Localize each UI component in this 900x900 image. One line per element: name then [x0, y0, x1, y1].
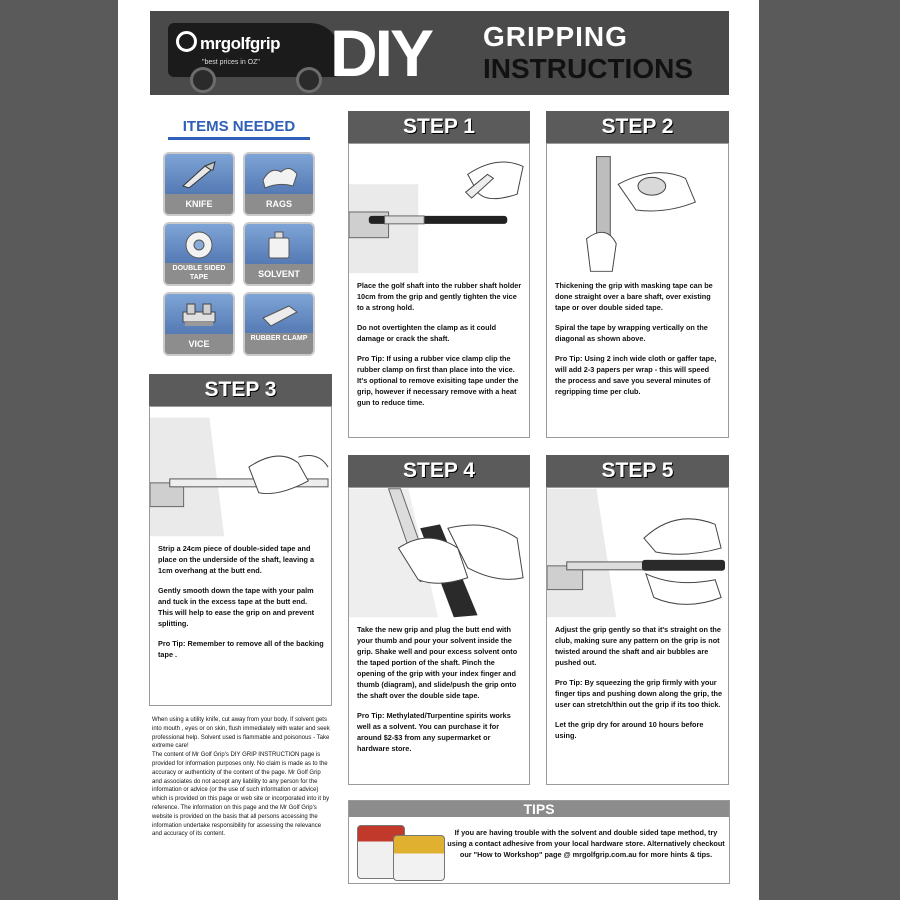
step1-illustration: [349, 144, 529, 274]
solvent-bottle-icon: [259, 230, 299, 260]
step4-text: Take the new grip and plug the butt end with your thumb and pour your solvent inside the grip. Shake well and pour excess solvent onto the taped portion of the shaft. Pinch the opening of the grip with your index finger and thumb (diagram), and slide/push the grip onto the shaft over the double side tape. Pro Tip: Methylated/Turpentine spirits works well as a solvent. You can purchase it for around $2-$3 from any supermarket or hardware store.: [357, 625, 518, 753]
adhesive-can-icon: [393, 835, 445, 881]
knife-icon: [179, 160, 219, 190]
step5-panel: [546, 487, 729, 785]
step4-header: STEP 4: [348, 455, 530, 487]
step3-header: STEP 3: [149, 374, 332, 406]
step5-illustration: [547, 488, 728, 618]
item-rags: RAGS: [243, 152, 315, 216]
tape-roll-icon: [179, 230, 219, 260]
step2-illustration: [547, 144, 728, 274]
header-banner: [150, 11, 729, 95]
item-knife: KNIFE: [163, 152, 235, 216]
step1-header: STEP 1: [348, 111, 530, 143]
rubber-clamp-icon: [259, 300, 299, 330]
van-graphic: [168, 19, 348, 89]
tips-text: If you are having trouble with the solvent and double sided tape method, try using a contact adhesive from your local hardware store. Alternatively checkout our "How to Workshop" page @ mrgolfgrip.com.au for more hints & tips.: [447, 828, 725, 859]
step3-illustration: [150, 407, 331, 537]
tagline: "best prices in OZ": [202, 59, 260, 66]
item-vice: VICE: [163, 292, 235, 356]
diy-title: DIY: [330, 16, 432, 90]
disclaimer: When using a utility knife, cut away from your body. If solvent gets into mouth , eyes or on skin, flush immediately with water and seek professional help. Solvent used is flammable and poisonous - Take extreme care! The content of Mr Golf Grip's DIY GRIP INSTRUCTION page is provided for information purposes only. No claim is made as to the accuracy or authenticity of the content of the page. Mr Golf Grip and associates do not accept any liability to any person for the information or advice (or the use of such information or advice) which is provided on this page or web site or incorporated into it by reference. The information on this page and the Mr Golf Grip's website is provided on the basis that all persons accessing the information undertake responsibility for assessing the relevance and accuracy of its content.: [152, 717, 330, 838]
step2-header: STEP 2: [546, 111, 729, 143]
step5-text: Adjust the grip gently so that it's straight on the club, making sure any pattern on the grip is not twisted around the shaft and air bubbles are pushed out. Pro Tip: By squeezing the grip firmly with your finger tips and pushing down along the grip, the user can stretch/thin out the grip if its too thick. Let the grip dry for around 10 hours before using.: [555, 625, 723, 740]
item-rubber-clamp: RUBBER CLAMP: [243, 292, 315, 356]
step5-header: STEP 5: [546, 455, 729, 487]
item-solvent: SOLVENT: [243, 222, 315, 286]
step1-panel: [348, 143, 530, 438]
item-double-sided-tape: DOUBLE SIDED TAPE: [163, 222, 235, 286]
step2-panel: [546, 143, 729, 438]
tips-panel: [348, 800, 730, 884]
brand-logo: mrgolfgrip: [176, 31, 280, 54]
step1-text: Place the golf shaft into the rubber shaft holder 10cm from the grip and gently tighten the vice to a strong hold. Do not overtighten the clamp as it could damage or crack the shaft. Pro Tip: If using a rubber vice clamp clip the rubber clamp on first than place into the vice. It's optional to remove exisiting tape under the grip, however if necessary remove with a heat gun to reduce time.: [357, 281, 522, 407]
rags-icon: [259, 160, 299, 190]
step2-text: Thickening the grip with masking tape can be done straight over a bare shaft, over existing tape or over double sided tape. Spiral the tape by wrapping vertically on the diagonal as shown above. Pro Tip: Using 2 inch wide cloth or gaffer tape, will add 2-3 papers per wrap - this will speed the process and save you several minutes of regripping time per club.: [555, 281, 717, 396]
step3-text: Strip a 24cm piece of double-sided tape and place on the underside of the shaft, leaving a 1cm overhang at the butt end. Gently smooth down the tape with your palm and tuck in the excess tape at the butt end. This will help to ease the grip on and prevent splitting. Pro Tip: Remember to remove all of the backing tape .: [158, 544, 324, 659]
instructions-title: INSTRUCTIONS: [483, 53, 693, 84]
gripping-title: GRIPPING: [483, 21, 628, 52]
step4-illustration: [349, 488, 529, 618]
items-needed-heading: ITEMS NEEDED: [168, 118, 310, 140]
step4-panel: [348, 487, 530, 785]
step3-panel: [149, 406, 332, 706]
tips-header: TIPS: [349, 801, 729, 817]
vice-icon: [179, 300, 219, 330]
